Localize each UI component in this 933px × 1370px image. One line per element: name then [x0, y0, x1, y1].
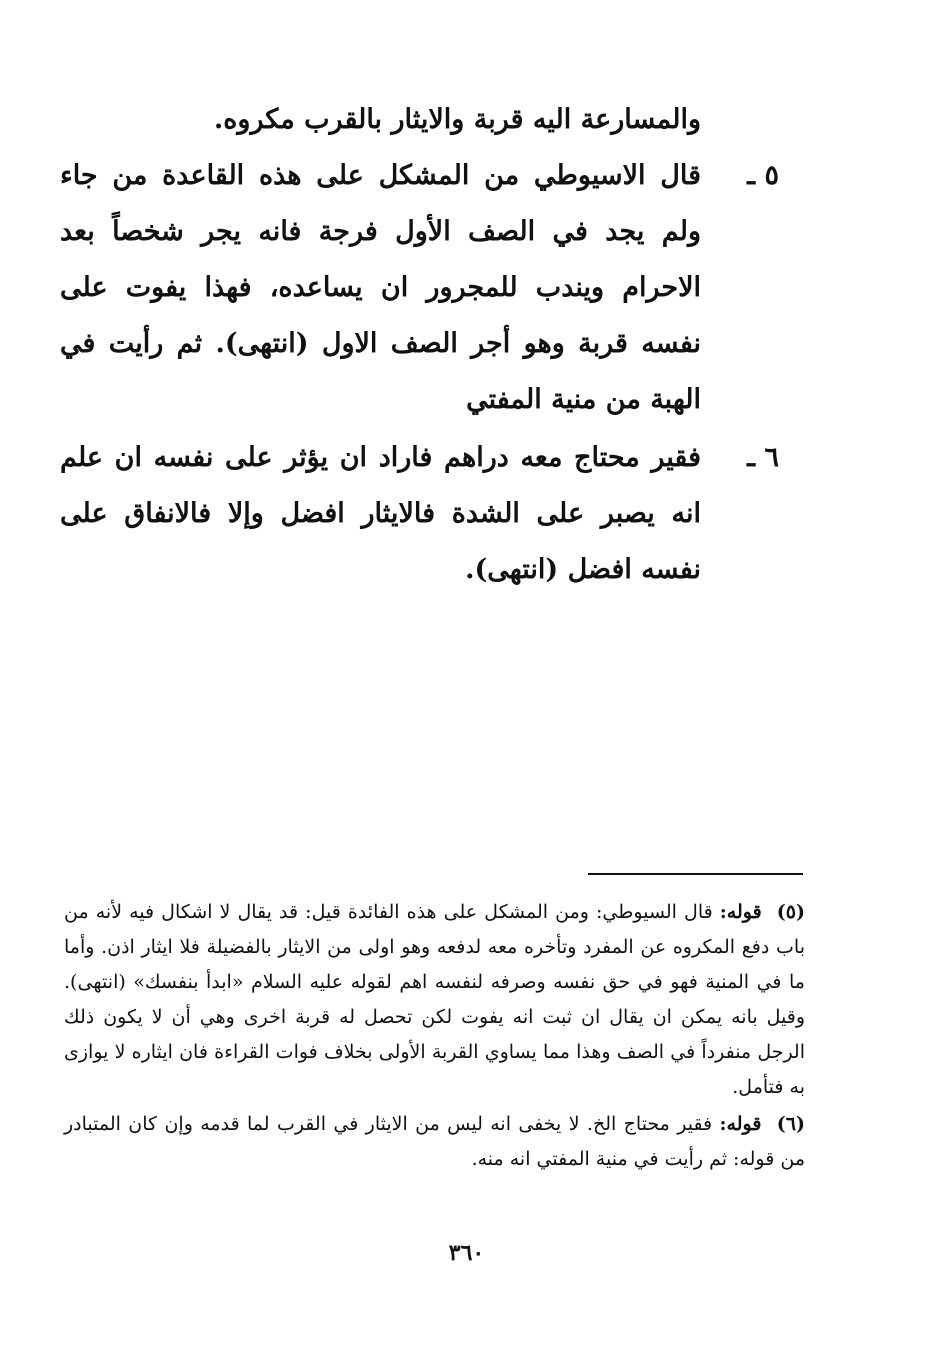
main-text — [60, 92, 779, 600]
list-item-5 — [60, 148, 779, 428]
footnotes — [64, 895, 805, 1177]
footnote-6 — [64, 1107, 805, 1177]
intro-line: والمسارعة اليه قربة والايثار بالقرب مكروه. — [213, 104, 701, 135]
item-text: قال الاسيوطي من المشكل على هذه القاعدة من جاء ولم يجد في الصف الأول فرجة فانه يجر شخصاً بعد الاحرام ويندب للمجرور ان يساعده، فهذا يفوت على نفسه قربة وهو أجر الصف الاول (انتهى). ثم رأيت في الهبة من منية المفتي — [60, 160, 701, 415]
footnote-lead: قوله: — [719, 901, 762, 923]
footnote-lead: قوله: — [719, 1113, 762, 1135]
footnote-5 — [64, 895, 805, 1105]
footnote-marker: (٥) — [776, 901, 805, 923]
item-number: ٦ ـ — [747, 442, 779, 473]
footnote-text: فقير محتاج الخ. لا يخفى انه ليس من الايثار في القرب لما قدمه وإن كان المتبادر من قوله: ثم رأيت في منية المفتي انه منه. — [64, 1113, 805, 1170]
item-number: ٥ ـ — [747, 160, 779, 191]
page-number: ٣٦٠ — [448, 1240, 485, 1266]
footnote-marker: (٦) — [776, 1113, 805, 1135]
footnote-divider — [588, 873, 803, 875]
list-item-6 — [60, 430, 779, 598]
item-text: فقير محتاج معه دراهم فاراد ان يؤثر على نفسه ان علم انه يصبر على الشدة فالايثار افضل وإلا فالانفاق على نفسه افضل (انتهى). — [60, 442, 701, 585]
footnote-text: قال السيوطي: ومن المشكل على هذه الفائدة قيل: قد يقال لا اشكال فيه لأنه من باب دفع المكروه عن المفرد وتأخره معه لدفعه وهو اولى من الايثار بالفضيلة فلا ايثار اذن. وأما ما في المنية فهو في حق نفسه وصرفه لنفسه اهم لقوله عليه السلام «ابدأ بنفسك» (انتهى). وقيل بانه يمكن ان يقال ان ثبت انه يفوت لكن تحصل له قربة اخرى وهي أن لا يكون ذلك الرجل منفرداً في الصف وهذا مما يساوي القربة الأولى بخلاف فوات القراءة فان ايثاره لا يوازى به فتأمل. — [64, 901, 805, 1098]
